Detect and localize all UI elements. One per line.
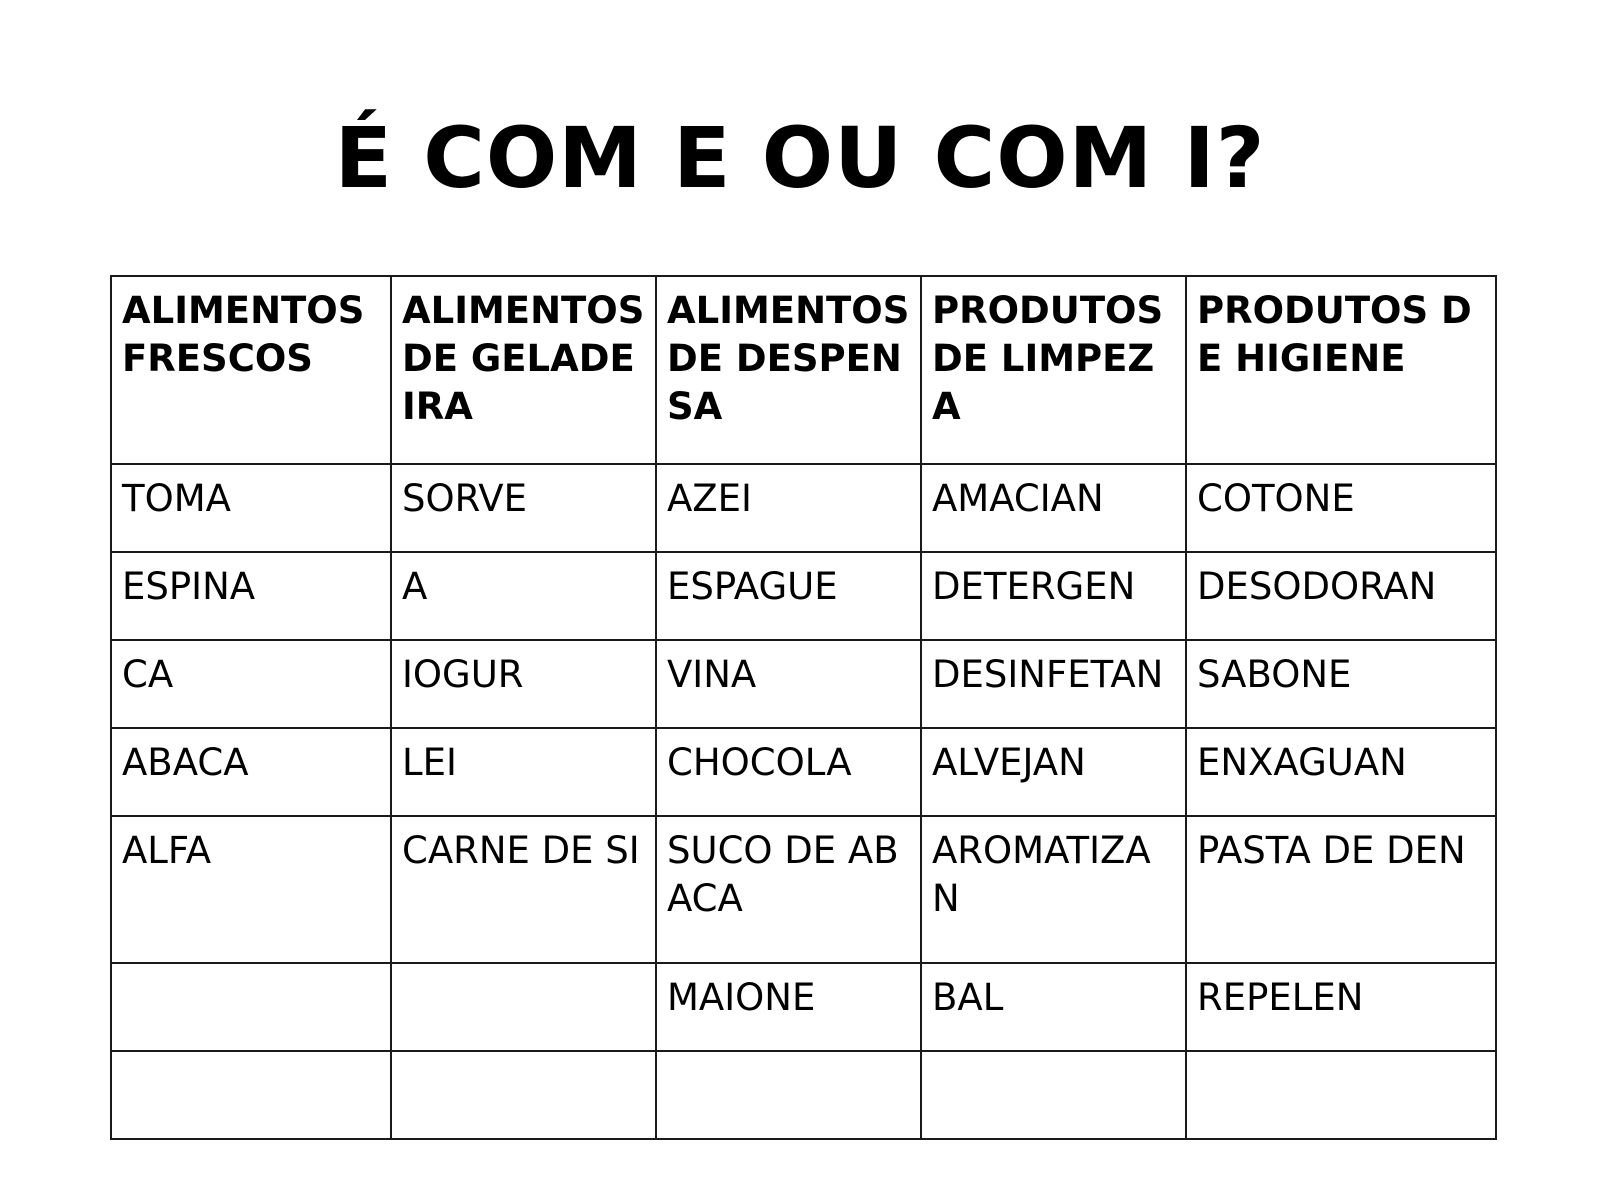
table-cell bbox=[391, 963, 656, 1051]
header-row bbox=[111, 276, 1496, 464]
word-table bbox=[110, 275, 1497, 1140]
table-row bbox=[111, 728, 1496, 816]
table-cell: AMACIAN bbox=[921, 464, 1186, 552]
table-cell: DETERGEN bbox=[921, 552, 1186, 640]
table-cell: SUCO DE ABACA bbox=[656, 816, 921, 963]
table-cell bbox=[111, 963, 391, 1051]
table-cell: AROMATIZAN bbox=[921, 816, 1186, 963]
table-row bbox=[111, 464, 1496, 552]
table-cell: LEI bbox=[391, 728, 656, 816]
table-cell: ALFA bbox=[111, 816, 391, 963]
table-cell: SORVE bbox=[391, 464, 656, 552]
header-pantry-food: ALIMENTOS DE DESPENSA bbox=[656, 276, 921, 464]
table-cell: MAIONE bbox=[656, 963, 921, 1051]
table-cell: REPELEN bbox=[1186, 963, 1496, 1051]
header-fresh-food: ALIMENTOS FRESCOS bbox=[111, 276, 391, 464]
table-cell: ESPINA bbox=[111, 552, 391, 640]
table-row bbox=[111, 1051, 1496, 1139]
header-hygiene-products: PRODUTOS DE HIGIENE bbox=[1186, 276, 1496, 464]
table-cell: CA bbox=[111, 640, 391, 728]
table-row bbox=[111, 552, 1496, 640]
table-cell: CARNE DE SI bbox=[391, 816, 656, 963]
table-row bbox=[111, 963, 1496, 1051]
table-cell: CHOCOLA bbox=[656, 728, 921, 816]
table-cell: VINA bbox=[656, 640, 921, 728]
table-cell: AZEI bbox=[656, 464, 921, 552]
table-cell: DESINFETAN bbox=[921, 640, 1186, 728]
table-cell: ABACA bbox=[111, 728, 391, 816]
header-cleaning-products: PRODUTOS DE LIMPEZA bbox=[921, 276, 1186, 464]
table-cell: ALVEJAN bbox=[921, 728, 1186, 816]
table-cell bbox=[656, 1051, 921, 1139]
table-cell: ENXAGUAN bbox=[1186, 728, 1496, 816]
table-cell bbox=[391, 1051, 656, 1139]
header-fridge-food: ALIMENTOS DE GELADEIRA bbox=[391, 276, 656, 464]
table-cell bbox=[921, 1051, 1186, 1139]
table-cell: COTONE bbox=[1186, 464, 1496, 552]
table-cell: A bbox=[391, 552, 656, 640]
table-row bbox=[111, 640, 1496, 728]
table-cell bbox=[111, 1051, 391, 1139]
table-cell: DESODORAN bbox=[1186, 552, 1496, 640]
table-cell bbox=[1186, 1051, 1496, 1139]
table-cell: BAL bbox=[921, 963, 1186, 1051]
table-cell: PASTA DE DEN bbox=[1186, 816, 1496, 963]
table-cell: IOGUR bbox=[391, 640, 656, 728]
table-cell: TOMA bbox=[111, 464, 391, 552]
table-cell: SABONE bbox=[1186, 640, 1496, 728]
table-row bbox=[111, 816, 1496, 963]
page-title: É COM E OU COM I? bbox=[334, 109, 1266, 207]
table-cell: ESPAGUE bbox=[656, 552, 921, 640]
